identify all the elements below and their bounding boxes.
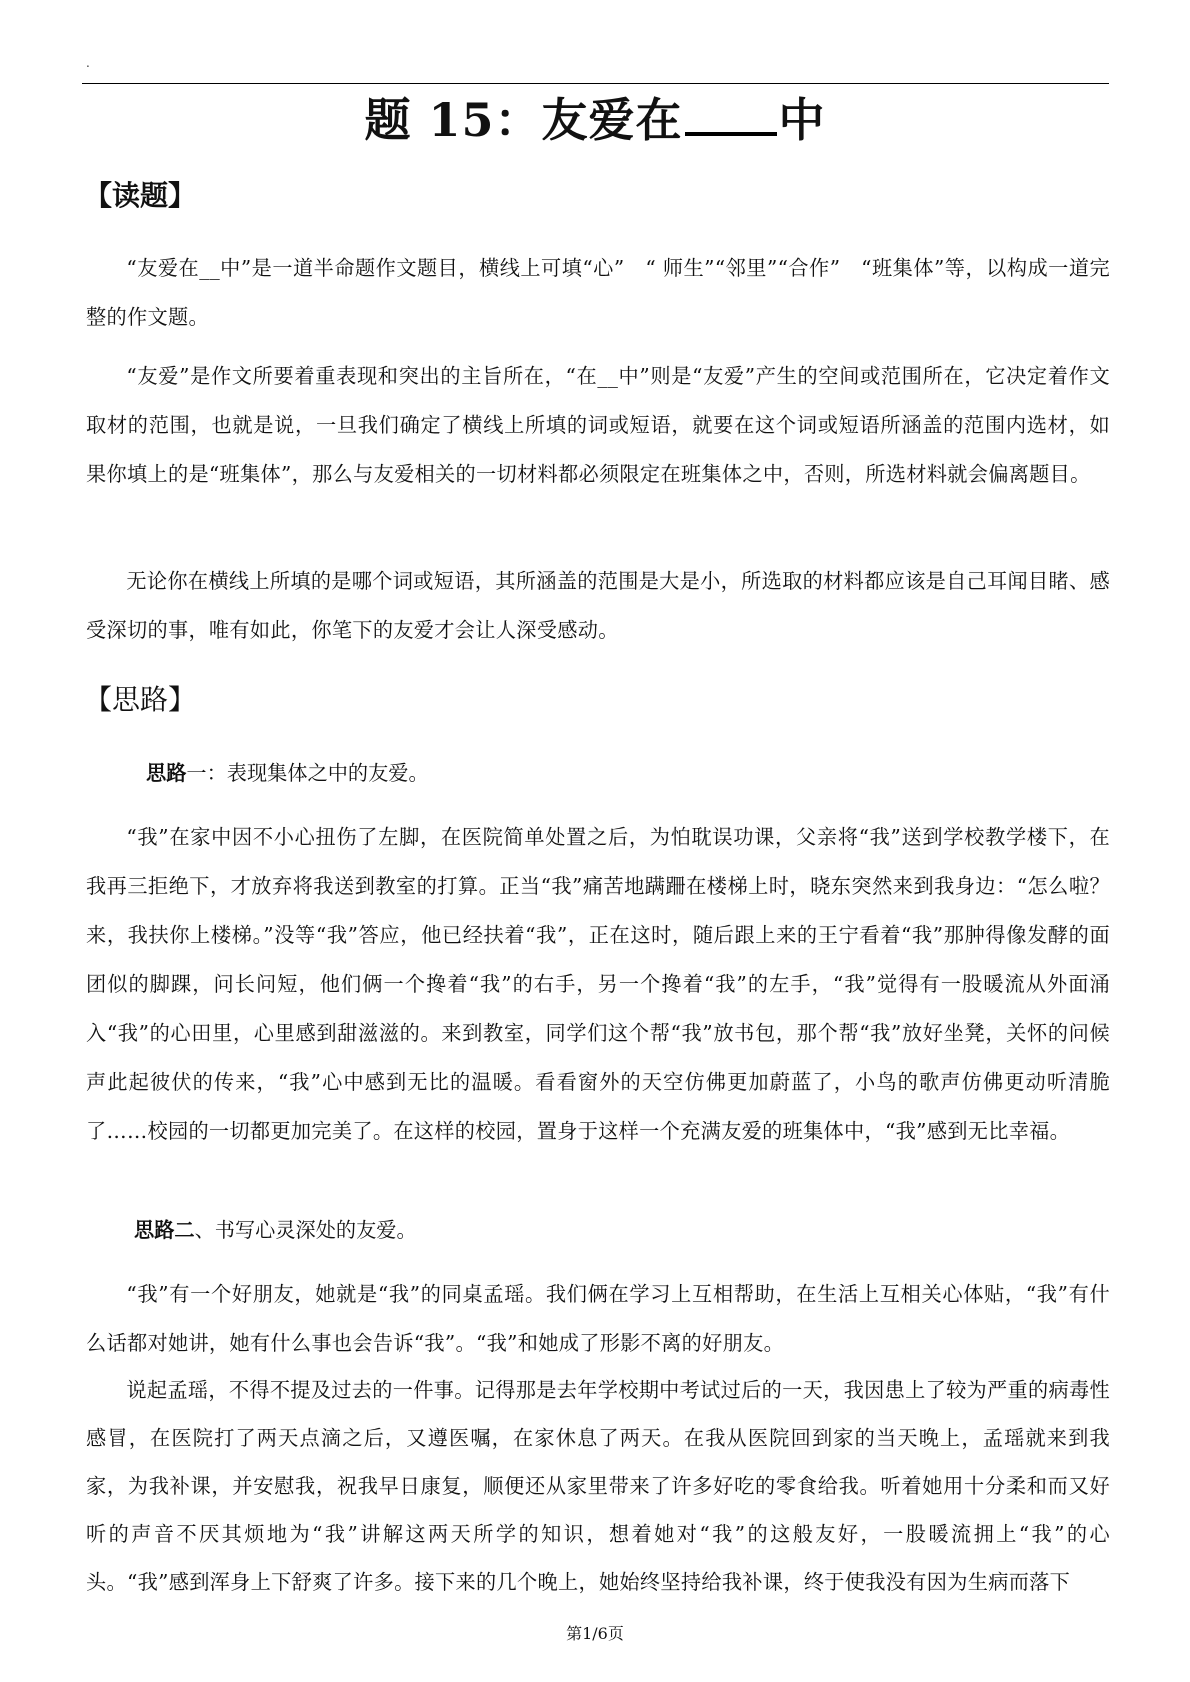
idea-1-label-rest: 一：表现集体之中的友爱。 [186,761,429,785]
idea-2-label [134,1216,417,1244]
idea-1-label-bold: 思路 [146,761,187,785]
section-heading-read: 【读题】 [84,179,197,212]
title-suffix: 中 [778,93,826,147]
paragraph-text: “我”在家中因不小心扭伤了左脚，在医院简单处置之后，为怕耽误功课，父亲将“我”送到学校教学楼下，在我再三拒绝下，才放弃将我送到教室的打算。正当“我”痛苦地蹒跚在楼梯上时，晓东突然来到我身边：“怎么啦？来，我扶你上楼梯。”没等“我”答应，他已经扶着“我”，正在这时，随后跟上来的王宁看着“我”那肿得像发酵的面团似的脚踝，问长问短，他们俩一个搀着“我”的右手，另一个搀着“我”的左手，“我”觉得有一股暖流从外面涌入“我”的心田里，心里感到甜滋滋的。来到教室，同学们这个帮“我”放书包，那个帮“我”放好坐凳，关怀的问候声此起彼伏的传来，“我”心中感到无比的温暖。看看窗外的天空仿佛更加蔚蓝了，小鸟的歌声仿佛更动听清脆了……校园的一切都更加完美了。在这样的校园，置身于这样一个充满友爱的班集体中，“我”感到无比幸福。 [86,825,1110,1143]
paragraph-text: “我”有一个好朋友，她就是“我”的同桌孟瑶。我们俩在学习上互相帮助，在生活上互相关心体贴，“我”有什么话都对她讲，她有什么事也会告诉“我”。“我”和她成了形影不离的好朋友。 [86,1282,1110,1355]
header-rule [82,83,1109,84]
header-mark: . [86,56,90,70]
title-blank [685,92,777,136]
idea-2-label-rest: 、书写心灵深处的友爱。 [194,1218,417,1242]
section-heading-idea: 【思路】 [84,683,197,716]
paragraph-text: 说起孟瑶，不得不提及过去的一件事。记得那是去年学校期中考试过后的一天，我因患上了较为严重的病毒性感冒，在医院打了两天点滴之后，又遵医嘱，在家休息了两天。在我从医院回到家的当天晚上，孟瑶就来到我家，为我补课，并安慰我，祝我早日康复，顺便还从家里带来了许多好吃的零食给我。听着她用十分柔和而又好听的声音不厌其烦地为“我”讲解这两天所学的知识，想着她对“我”的这般友好，一股暖流拥上“我”的心头。“我”感到浑身上下舒爽了许多。接下来的几个晚上，她始终坚持给我补课，终于使我没有因为生病而落下 [86,1378,1110,1594]
page-title [0,88,1190,152]
idea-2-label-bold: 思路二 [134,1218,195,1242]
paragraph-text: 无论你在横线上所填的是哪个词或短语，其所涵盖的范围是大是小，所选取的材料都应该是自己耳闻目睹、感受深切的事，唯有如此，你笔下的友爱才会让人深受感动。 [86,569,1110,642]
read-paragraph-2 [86,352,1110,499]
idea-1-paragraph [86,813,1110,1156]
idea-2-paragraph-2 [86,1366,1110,1606]
page-number: 第1/6页 [566,1624,624,1643]
paragraph-text: “友爱在__中”是一道半命题作文题目，横线上可填“心” “ 师生”“邻里”“合作” “班集体”等，以构成一道完整的作文题。 [86,256,1110,329]
title-prefix: 题 15：友爱在 [364,93,683,147]
idea-2-paragraph-1 [86,1270,1110,1368]
read-paragraph-1 [86,244,1110,342]
read-paragraph-3 [86,557,1110,655]
idea-1-label [146,759,429,787]
paragraph-text: “友爱”是作文所要着重表现和突出的主旨所在，“在__中”则是“友爱”产生的空间或范围所在，它决定着作文取材的范围，也就是说，一旦我们确定了横线上所填的词或短语，就要在这个词或短语所涵盖的范围内选材，如果你填上的是“班集体”，那么与友爱相关的一切材料都必须限定在班集体之中，否则，所选材料就会偏离题目。 [86,364,1110,486]
